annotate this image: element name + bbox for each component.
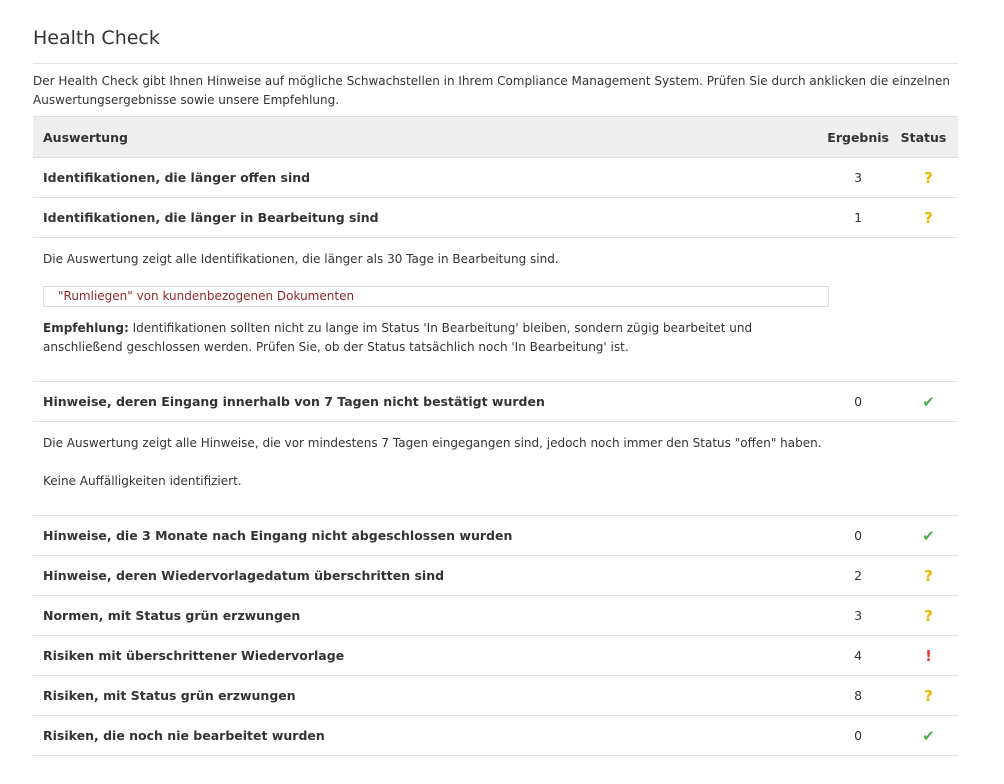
detail-cell <box>33 238 958 382</box>
row-result: 3 <box>817 158 899 198</box>
recommendation-label: Empfehlung: <box>43 321 129 335</box>
table-row[interactable] <box>33 382 958 422</box>
page-title: Health Check <box>33 0 958 64</box>
detail-description: Die Auswertung zeigt alle Identifikationen, die länger als 30 Tage in Bearbeitung sind. <box>43 252 559 266</box>
table-header-row <box>33 117 958 158</box>
row-result: 8 <box>817 676 899 716</box>
exclamation-icon: ! <box>899 636 958 676</box>
row-label: Risiken, die noch nie bearbeitet wurden <box>33 716 817 756</box>
row-label: Risiken, mit Status grün erzwungen <box>33 676 817 716</box>
detail-cell <box>33 422 958 516</box>
row-result: 0 <box>817 716 899 756</box>
check-icon: ✔ <box>899 516 958 556</box>
row-result: 0 <box>817 516 899 556</box>
check-icon: ✔ <box>899 716 958 756</box>
detail-item-link[interactable]: "Rumliegen" von kundenbezogenen Dokumenten <box>43 286 829 307</box>
health-check-page <box>33 0 958 756</box>
question-icon: ? <box>899 158 958 198</box>
row-result: 0 <box>817 382 899 422</box>
detail-description: Die Auswertung zeigt alle Hinweise, die vor mindestens 7 Tagen eingegangen sind, jedoch noch immer den Status "offen" haben. <box>43 436 822 450</box>
question-icon: ? <box>899 676 958 716</box>
header-status: Status <box>899 117 958 158</box>
question-icon: ? <box>899 596 958 636</box>
table-row[interactable] <box>33 198 958 238</box>
row-label: Identifikationen, die länger in Bearbeitung sind <box>33 198 817 238</box>
row-label: Hinweise, deren Eingang innerhalb von 7 Tagen nicht bestätigt wurden <box>33 382 817 422</box>
row-result: 1 <box>817 198 899 238</box>
row-label: Risiken mit überschrittener Wiedervorlage <box>33 636 817 676</box>
table-row[interactable] <box>33 676 958 716</box>
row-result: 4 <box>817 636 899 676</box>
detail-no-findings: Keine Auffälligkeiten identifiziert. <box>43 474 242 488</box>
question-icon: ? <box>899 556 958 596</box>
row-label: Identifikationen, die länger offen sind <box>33 158 817 198</box>
health-check-table <box>33 116 958 756</box>
row-result: 3 <box>817 596 899 636</box>
row-label: Normen, mit Status grün erzwungen <box>33 596 817 636</box>
table-row[interactable] <box>33 158 958 198</box>
recommendation-text: Identifikationen sollten nicht zu lange im Status 'In Bearbeitung' bleiben, sondern zügig bearbeitet und anschließend geschlossen werden. Prüfen Sie, ob der Status tatsächlich noch 'In Bearbeitung' ist. <box>43 321 753 354</box>
table-row[interactable] <box>33 516 958 556</box>
row-detail-panel <box>33 238 958 382</box>
table-row[interactable] <box>33 596 958 636</box>
row-result: 2 <box>817 556 899 596</box>
question-icon: ? <box>899 198 958 238</box>
header-evaluation: Auswertung <box>33 117 817 158</box>
table-row[interactable] <box>33 716 958 756</box>
table-row[interactable] <box>33 636 958 676</box>
detail-recommendation <box>43 319 823 357</box>
intro-text: Der Health Check gibt Ihnen Hinweise auf mögliche Schwachstellen in Ihrem Compliance Management System. Prüfen Sie durch anklicken die einzelnen Auswertungsergebnisse sowie unsere Empfehlung. <box>33 74 950 107</box>
check-icon: ✔ <box>899 382 958 422</box>
header-result: Ergebnis <box>817 117 899 158</box>
row-label: Hinweise, die 3 Monate nach Eingang nicht abgeschlossen wurden <box>33 516 817 556</box>
row-label: Hinweise, deren Wiedervorlagedatum überschritten sind <box>33 556 817 596</box>
table-row[interactable] <box>33 556 958 596</box>
row-detail-panel <box>33 422 958 516</box>
